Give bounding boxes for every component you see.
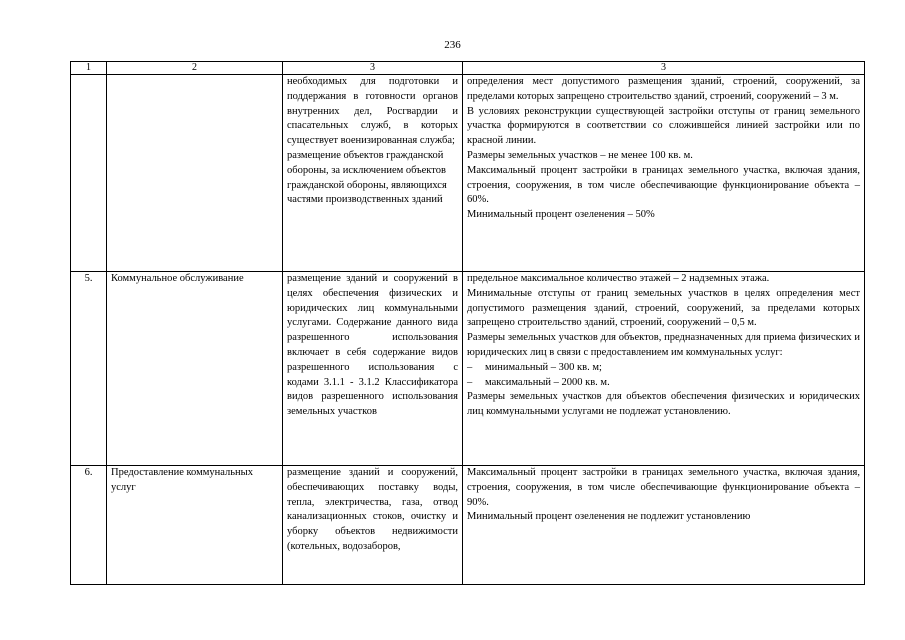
list-item	[467, 361, 860, 376]
table-row	[71, 272, 865, 466]
page-number: 236	[444, 39, 461, 51]
use-description	[283, 466, 463, 585]
description-paragraph: размещение зданий и сооружений в целях обеспечения физических и юридических лиц коммунальными услугами. Содержание данного вида разрешенного использования включает в себя содержание видов разрешенного использования с кодами 3.1.1 - 3.1.2 Классификатора видов разрешенного использования земельных участков	[287, 273, 458, 418]
parameters-cell	[463, 466, 865, 585]
parameter-paragraph: предельное максимальное количество этажей – 2 надземных этажа.	[467, 273, 770, 284]
use-description	[283, 75, 463, 272]
row-number: 6.	[71, 466, 107, 585]
table-row	[71, 466, 865, 585]
parameter-paragraph: Размеры земельных участков для объектов, предназначенных для приема физических и юридических лиц в связи с предоставлением им коммунальных услуг:	[467, 332, 860, 358]
land-use-table	[70, 61, 865, 585]
use-type-name: Коммунальное обслуживание	[107, 272, 283, 466]
parameter-paragraph: Минимальный процент озеленения не подлежит установлению	[467, 511, 751, 523]
use-type-name: Предоставление коммунальных услуг	[107, 466, 283, 585]
description-paragraph: размещение объектов гражданской обороны, за исключением объектов гражданской обороны, являющихся частями производственных зданий	[287, 149, 447, 206]
table-header-row	[71, 62, 865, 75]
row-number: 5.	[71, 272, 107, 466]
table-row	[71, 75, 865, 272]
parameter-paragraph: Максимальный процент застройки в границах земельного участка, включая здания, строения, сооружения, в том числе обеспечивающие функционирование объекта – 90%.	[467, 467, 860, 508]
parameter-paragraph: определения мест допустимого размещения зданий, строений, сооружений, за пределами которых запрещено строительство зданий, строений, сооружений – 3 м.	[467, 76, 860, 102]
parameter-paragraph: Размеры земельных участков – не менее 100 кв. м.	[467, 149, 693, 161]
use-description	[283, 272, 463, 466]
parameter-paragraph: Минимальные отступы от границ земельных участков в целях определения мест допустимого размещения зданий, строений, сооружений, за пределами которых запрещено строительство зданий, строений, сооружений – 0,5 м.	[467, 287, 860, 329]
list-item	[467, 376, 860, 391]
row-number	[71, 75, 107, 272]
list-item-text: максимальный – 2000 кв. м.	[485, 376, 610, 388]
parameter-paragraph: Максимальный процент застройки в границах земельного участка, включая здания, строения, сооружения, в том числе обеспечивающие функционирование объекта – 60%.	[467, 164, 860, 206]
parameter-paragraph: В условиях реконструкции существующей застройки отступы от границ земельного участка формируются в соответствии со сложившейся линией застройки или по красной линии.	[467, 105, 860, 147]
parameters-cell	[463, 75, 865, 272]
header-cell-2: 2	[107, 62, 283, 75]
dash-marker: –	[467, 376, 473, 388]
dash-marker: –	[467, 361, 473, 373]
list-item-text: минимальный – 300 кв. м;	[485, 361, 602, 373]
parameter-paragraph: Размеры земельных участков для объектов обеспечения физических и юридических лиц коммунальными услугами не подлежат установлению.	[467, 391, 860, 418]
use-type-name	[107, 75, 283, 272]
parameter-paragraph: Минимальный процент озеленения – 50%	[467, 209, 655, 221]
description-paragraph: необходимых для подготовки и поддержания в готовности органов внутренних дел, Росгвардии и спасательных служб, в которых существует военизированная служба;	[287, 76, 458, 147]
header-cell-1: 1	[71, 62, 107, 75]
header-cell-3: 3	[283, 62, 463, 75]
parameters-cell	[463, 272, 865, 466]
description-paragraph: размещение зданий и сооружений, обеспечивающих поставку воды, тепла, электричества, газа, отвод канализационных стоков, очистку и уборку объектов недвижимости (котельных, водозаборов,	[287, 467, 458, 552]
header-cell-4: 3	[463, 62, 865, 75]
